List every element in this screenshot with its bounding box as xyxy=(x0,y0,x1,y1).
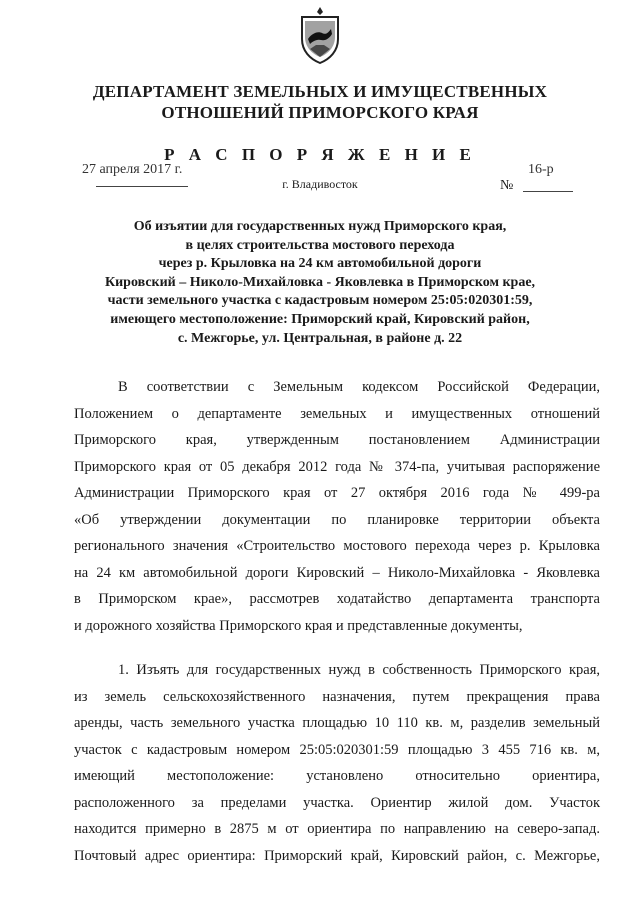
subject-line: части земельного участка с кадастровым номером 25:05:020301:59, xyxy=(107,293,533,309)
number-underline xyxy=(523,191,573,192)
preamble-line: Приморского края от 05 декабря 2012 года № 374-па, учитывая распоряжение xyxy=(74,458,600,475)
order-date: 27 апреля 2017 г. xyxy=(82,162,183,177)
order-number: 16-р xyxy=(528,162,554,177)
order-subject xyxy=(80,218,560,348)
subject-line: с. Межгорье, ул. Центральная, в районе д. 22 xyxy=(177,330,463,346)
item-1-line: участок с кадастровым номером 25:05:020301:59 площадью 3 455 716 кв. м, xyxy=(74,741,600,758)
subject-line: Об изъятии для государственных нужд Приморского края, xyxy=(133,219,507,234)
item-1-line: аренды, часть земельного участка площадью 10 110 кв. м, разделив земельный xyxy=(74,715,600,731)
department-name-line2: ОТНОШЕНИЙ ПРИМОРСКОГО КРАЯ xyxy=(161,103,479,122)
preamble-line: Положением о департаменте земельных и имущественных отношений xyxy=(74,405,600,422)
subject-line: в целях строительства мостового перехода xyxy=(185,237,455,253)
item-1-line: расположенного за пределами участка. Ориентир жилой дом. Участок xyxy=(74,794,600,811)
department-name-line1: ДЕПАРТАМЕНТ ЗЕМЕЛЬНЫХ И ИМУЩЕСТВЕННЫХ xyxy=(92,82,548,101)
preamble-line: «Об утверждении документации по планировке территории объекта xyxy=(74,511,600,528)
coat-of-arms-icon xyxy=(298,5,342,65)
item-1-line: из земель сельскохозяйственного назначения, путем прекращения права xyxy=(74,688,600,705)
preamble-line: на 24 км автомобильной дороги Кировский – Николо-Михайловка - Яковлевка xyxy=(74,564,600,581)
city: г. Владивосток xyxy=(282,177,358,191)
item-1-line: Почтовый адрес ориентира: Приморский край, Кировский район, с. Межгорье, xyxy=(74,847,600,864)
preamble-paragraph xyxy=(74,374,600,639)
preamble-line: регионального значения «Строительство мостового перехода через р. Крыловка xyxy=(74,538,600,554)
preamble-line: в Приморском крае», рассмотрев ходатайство департамента транспорта xyxy=(74,591,600,607)
item-1-line: имеющий местоположение: установлено относительно ориентира, xyxy=(74,768,600,784)
subject-line: Кировский – Николо-Михайловка - Яковлевка в Приморском крае, xyxy=(104,274,536,290)
order-title: Р А С П О Р Я Ж Е Н И Е xyxy=(164,145,476,164)
preamble-line: Администрации Приморского края от 27 октября 2016 года № 499-ра xyxy=(74,485,600,501)
preamble-line: В соответствии с Земельным кодексом Российской Федерации, xyxy=(118,379,600,395)
item-1-paragraph xyxy=(74,657,600,869)
item-1-line: 1. Изъять для государственных нужд в собственность Приморского края, xyxy=(118,662,600,678)
subject-line: через р. Крыловка на 24 км автомобильной дороги xyxy=(158,256,482,272)
number-sign: № xyxy=(500,178,514,193)
preamble-line: Приморского края, утвержденным постановлением Администрации xyxy=(74,432,600,448)
item-1-line: находится примерно в 2875 м от ориентира по направлению на северо-запад. xyxy=(74,821,600,837)
subject-line: имеющего местоположение: Приморский край, Кировский район, xyxy=(110,311,530,327)
preamble-line: и дорожного хозяйства Приморского края и представленные документы, xyxy=(74,617,523,634)
